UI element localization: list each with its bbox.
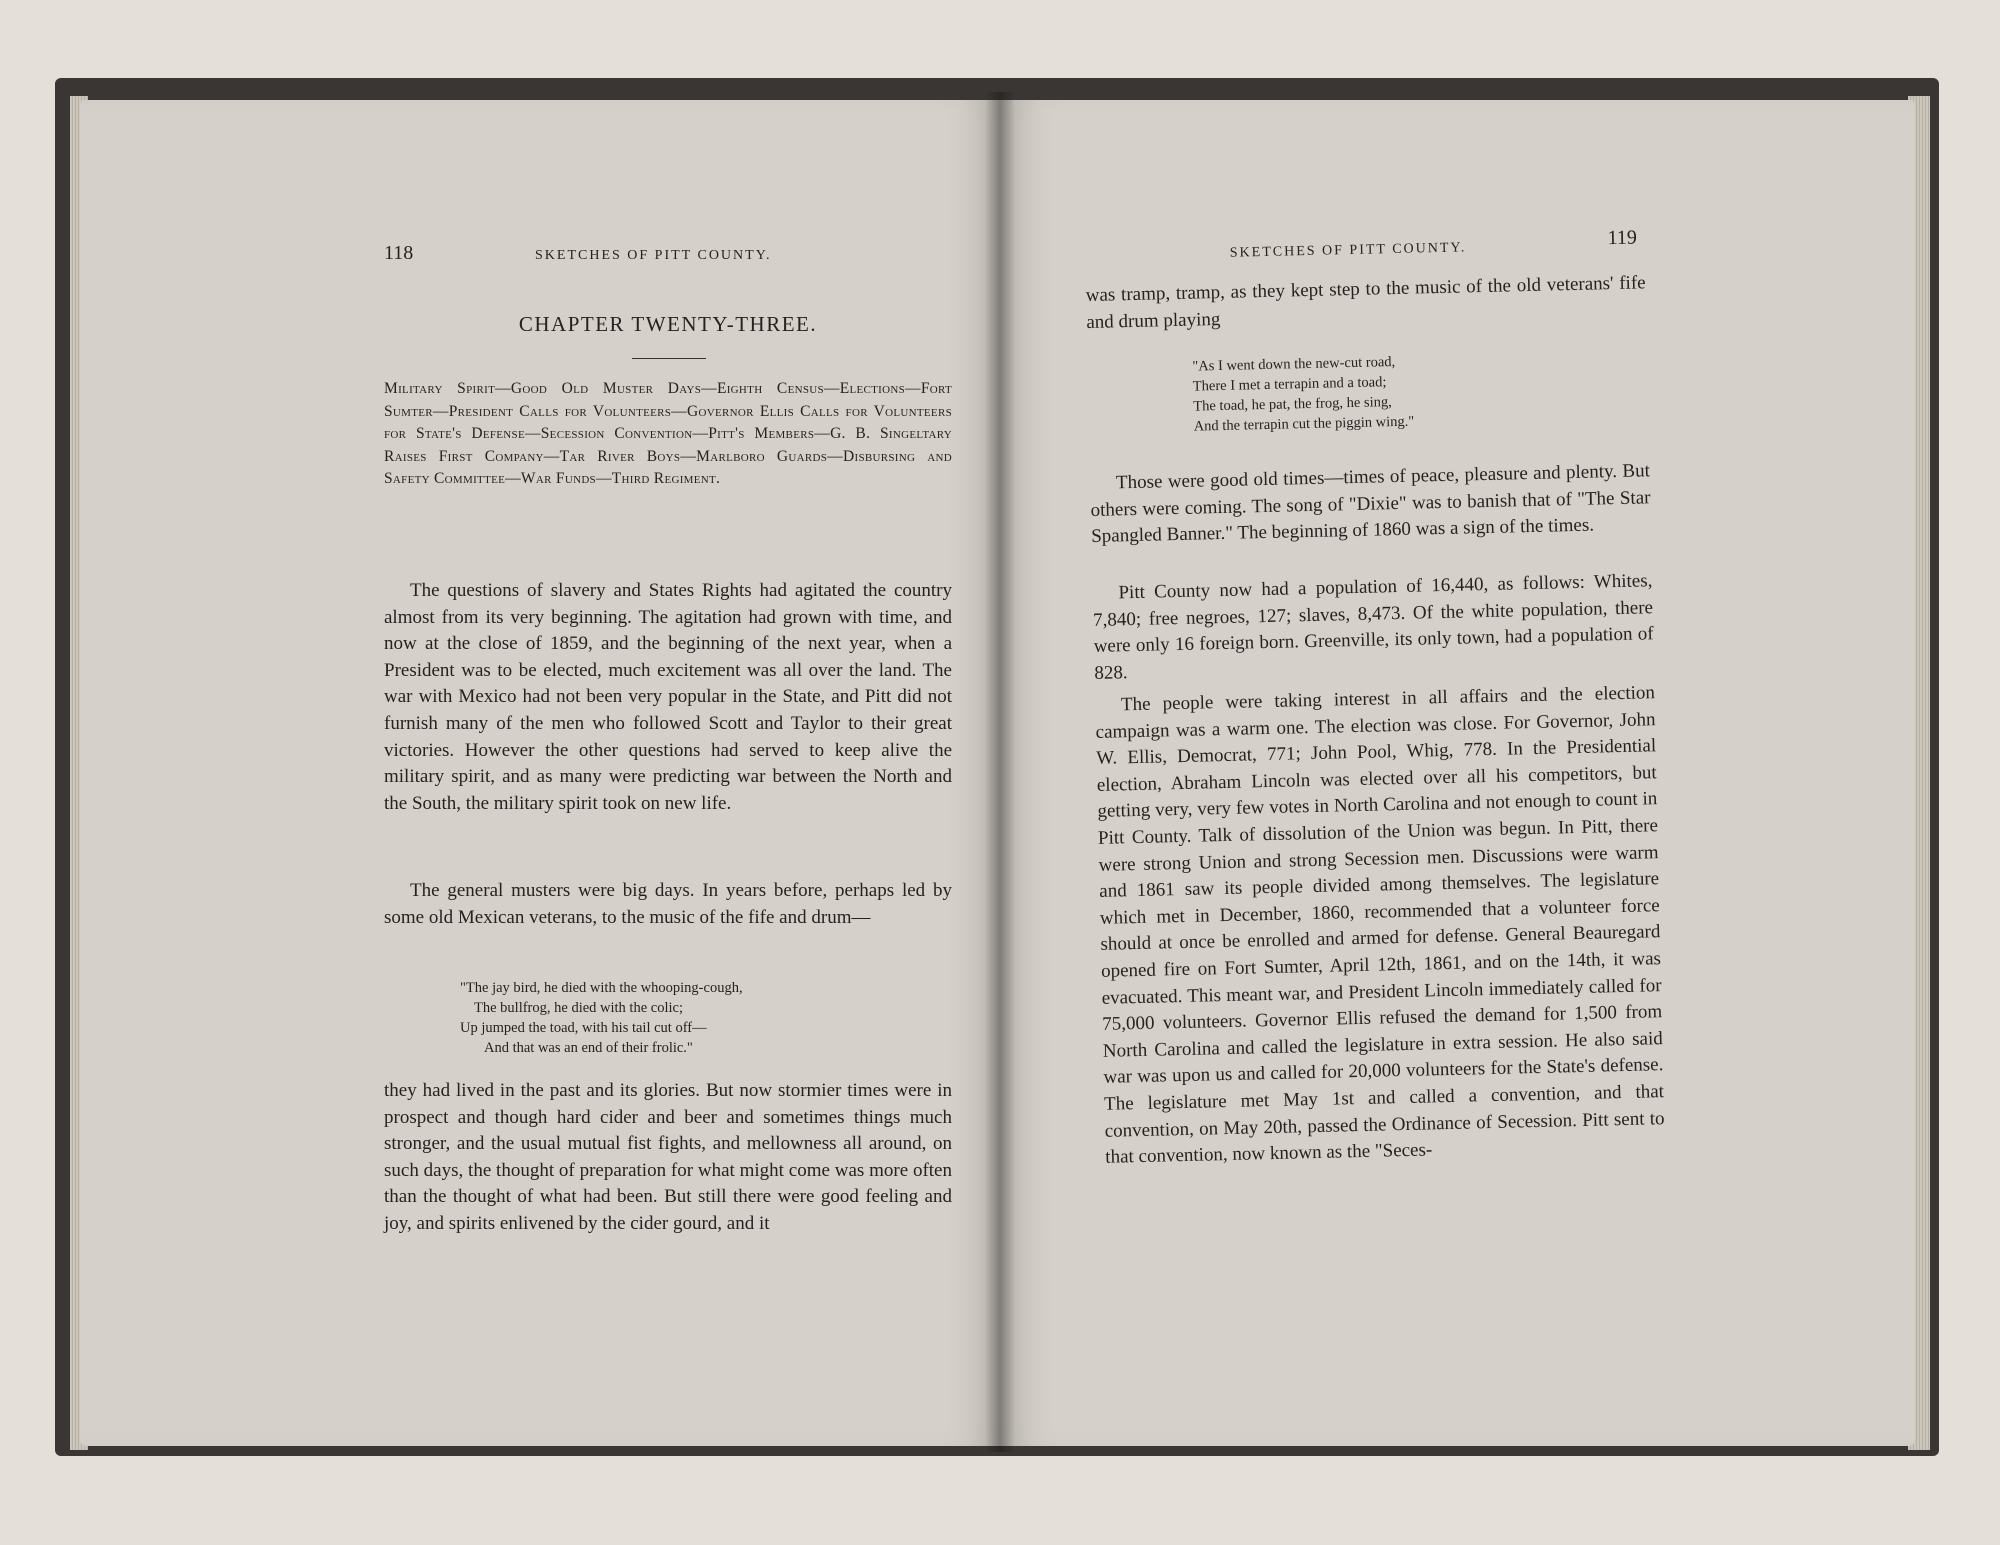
right-verse	[1192, 352, 1414, 437]
verse-line: Up jumped the toad, with his tail cut off—	[460, 1020, 707, 1036]
right-paragraph-3: Pitt County now had a population of 16,440, as follows: Whites, 7,840; free negroes, 127; slaves, 8,473. Of the white population, there were only 16 foreign born. Greenville, its only town, had a population of 828.	[1092, 570, 1654, 684]
verse-line: There I met a terrapin and a toad;	[1192, 374, 1387, 395]
right-page-number: 119	[1607, 226, 1638, 250]
left-paragraph-1: The questions of slavery and States Rights had agitated the country almost from its very beginning. The agitation had grown with time, and now at the close of 1859, and the beginning of the next year, when a President was to be elected, much excitement was all over the land. The war with Mexico had not been very popular in the State, and Pitt did not furnish many of the men who followed Scott and Taylor to their great victories. However the other questions had served to keep alive the military spirit, and as many were predicting war between the North and the South, the military spirit took on new life.	[384, 580, 952, 814]
left-paragraph-3: they had lived in the past and its glories. But now stormier times were in prospect and though hard cider and beer and sometimes things much stronger, and the usual mutual fist fights, and mellowness all around, on such days, the thought of preparation for what might come was more often than the thought of what had been. But still there were good feeling and joy, and spirits enlivened by the cider gourd, and it	[384, 1080, 952, 1234]
verse-line: "The jay bird, he died with the whooping-cough,	[460, 980, 743, 996]
verse-line: The bullfrog, he died with the colic;	[474, 1000, 683, 1016]
left-paragraph-2: The general musters were big days. In years before, perhaps led by some old Mexican veterans, to the music of the fife and drum—	[384, 880, 952, 928]
verse-line: And that was an end of their frolic."	[484, 1040, 693, 1056]
verse-line: And the terrapin cut the piggin wing."	[1193, 413, 1415, 435]
right-paragraph-2: Those were good old times—times of peace, pleasure and plenty. But others were coming. The song of "Dixie" was to banish that of "The Star Spangled Banner." The beginning of 1860 was a sign of the times.	[1090, 460, 1651, 548]
right-running-head: SKETCHES OF PITT COUNTY.	[1229, 240, 1467, 261]
right-paragraph-4: The people were taking interest in all affairs and the election campaign was a warm one. The election was close. For Governor, John W. Ellis, Democrat, 771; John Pool, Whig, 778. In the Presidential election, Abraham Lincoln was elected over all his competitors, but getting very, very few votes in North Carolina and not enough to count in Pitt County. Talk of dissolution of the Union was begun. In Pitt, there were strong Union and strong Secession men. Discussions were warm and 1861 saw its people divided among themselves. The legislature which met in December, 1860, recommended that a volunteer force should at once be enrolled and armed for defense. General Beauregard opened fire on Fort Sumter, April 12th, 1861, and on the 14th, it was evacuated. This meant war, and President Lincoln immediately called for 75,000 volunteers. Governor Ellis refused the demand for 1,500 from North Carolina and called the legislature in extra session. He also said war was upon us and called for 20,000 volunteers for the State's defense. The legislature met May 1st and called a convention, and that convention, on May 20th, passed the Ordinance of Secession. Pitt sent to that convention, now known as the "Seces-	[1095, 682, 1665, 1168]
verse-line: "As I went down the new-cut road,	[1192, 354, 1396, 375]
left-running-head: SKETCHES OF PITT COUNTY.	[535, 248, 772, 263]
left-page-number: 118	[384, 242, 414, 264]
right-paragraph-1: was tramp, tramp, as they kept step to the music of the old veterans' fife and drum playing	[1085, 272, 1646, 333]
verse-line: The toad, he pat, the frog, he sing,	[1193, 394, 1392, 415]
chapter-synopsis: Military Spirit—Good Old Muster Days—Eighth Census—Elections—Fort Sumter—President Calls for Volunteers—Governor Ellis Calls for Volunteers for State's Defense—Secession Convention—Pitt's Members—G. B. Singeltary Raises First Company—Tar River Boys—Marlboro Guards—Disbursing and Safety Committee—War Funds—Third Regiment.	[384, 380, 952, 488]
chapter-title: CHAPTER TWENTY-THREE.	[518, 312, 818, 336]
